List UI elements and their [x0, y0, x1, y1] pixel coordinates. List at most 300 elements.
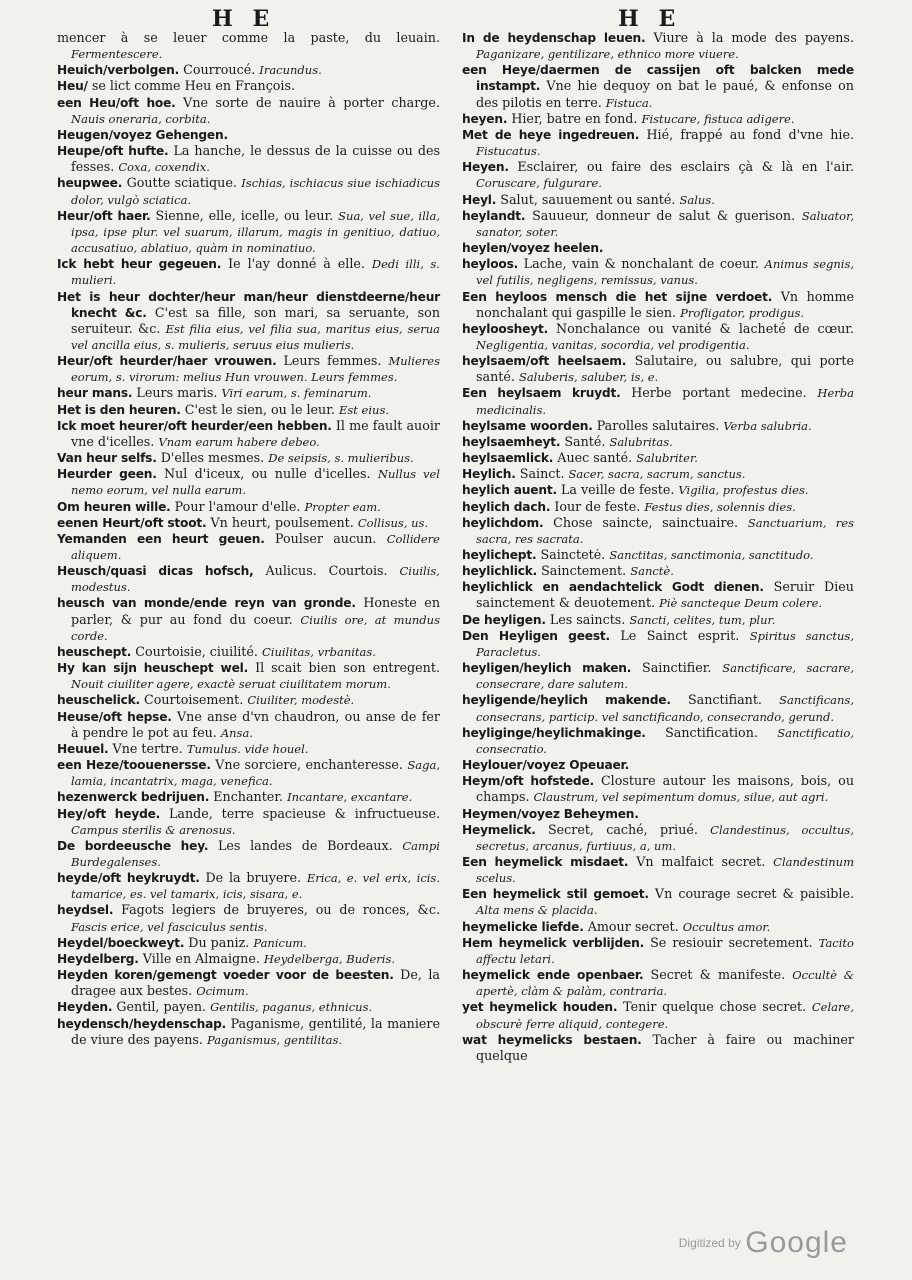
- dictionary-entry: [57, 515, 440, 531]
- entry-headword: Heuse/oft hepse.: [57, 709, 172, 724]
- entry-headword: heylichlick.: [462, 564, 538, 579]
- dictionary-entry: [462, 692, 854, 724]
- entry-headword: Heusch/quasi dicas hofsch,: [57, 564, 254, 579]
- entry-latin-gloss: Sanctificare, sacrare, consecrare, dare salutem.: [476, 661, 854, 692]
- entry-french-gloss: Vn heurt, poulsement.: [210, 514, 354, 530]
- entry-latin-gloss: Saga, lamia, incantatrix, maga, venefica.: [71, 758, 440, 789]
- entry-headword: heyligende/heylich makende.: [462, 693, 671, 708]
- entry-latin-gloss: Festus dies, solennis dies.: [644, 499, 796, 514]
- entry-headword: Heym/oft hofstede.: [462, 774, 594, 789]
- dictionary-entry: [462, 450, 854, 466]
- entry-headword: Een heymelick misdaet.: [462, 854, 629, 869]
- dictionary-entry: [462, 854, 854, 886]
- entry-headword: Heylich.: [462, 467, 516, 482]
- entry-french-gloss: Sanctification.: [665, 724, 758, 740]
- entry-headword: Heur/oft heurder/haer vrouwen.: [57, 354, 277, 369]
- entry-french-gloss: Vne sorciere, enchanteresse.: [215, 757, 403, 773]
- entry-french-gloss: Seruir Dieu sainctement & deuotement.: [476, 579, 854, 611]
- dictionary-entry: [57, 353, 440, 385]
- entry-french-gloss: Nul d'iceux, ou nulle d'icelles.: [164, 466, 371, 482]
- dictionary-entry: [462, 563, 854, 579]
- entry-headword: heylsaemlick.: [462, 451, 554, 466]
- entry-french-gloss: C'est sa fille, son mari, sa seruante, son seruiteur. &c.: [71, 304, 440, 336]
- entry-latin-gloss: Celare, obscurè ferre aliquid, contegere.: [476, 1000, 854, 1031]
- dictionary-entry: [57, 531, 440, 563]
- entry-french-gloss: mencer à se leuer comme la paste, du leuain.: [57, 30, 440, 45]
- entry-french-gloss: Salutaire, ou salubre, qui porte santé.: [476, 353, 854, 385]
- dictionary-entry: [57, 870, 440, 902]
- entry-latin-gloss: Salubriter.: [636, 451, 698, 466]
- entry-latin-gloss: Salubritas.: [609, 434, 673, 449]
- entry-latin-gloss: Negligentia, vanitas, socordia, vel prodigentia.: [476, 337, 750, 352]
- dictionary-entry: [57, 143, 440, 175]
- entry-french-gloss: se lict comme Heu en François.: [91, 78, 296, 94]
- entry-headword: heylich auent.: [462, 483, 557, 498]
- dictionary-entry: [57, 78, 440, 94]
- dictionary-entry: [462, 353, 854, 385]
- entry-headword: heylsaem/oft heelsaem.: [462, 354, 627, 369]
- entry-french-gloss: Iour de feste.: [554, 498, 641, 514]
- entry-french-gloss: Les saincts.: [549, 611, 626, 627]
- entry-latin-gloss: Gentilis, paganus, ethnicus.: [210, 1000, 373, 1015]
- entry-french-gloss: Vn courage secret & paisible.: [654, 886, 854, 902]
- dictionary-entry: [57, 30, 440, 62]
- entry-latin-gloss: Ciuiliter, modestè.: [247, 693, 355, 708]
- entry-latin-gloss: Piè sancteque Deum colere.: [659, 596, 823, 611]
- entry-french-gloss: Courtoisie, ciuilité.: [135, 643, 258, 659]
- entry-latin-gloss: Ciuilis, modestus.: [71, 564, 440, 595]
- entry-french-gloss: Parolles salutaires.: [596, 417, 720, 433]
- entry-latin-gloss: Collisus, us.: [357, 515, 429, 530]
- entry-headword: Om heuren wille.: [57, 499, 171, 514]
- entry-headword: heymelick ende openbaer.: [462, 968, 644, 983]
- dictionary-entry: [57, 499, 440, 515]
- dictionary-entry: [57, 595, 440, 643]
- entry-headword: Heyden.: [57, 1000, 113, 1015]
- dictionary-entry: [462, 967, 854, 999]
- dictionary-entry: [57, 999, 440, 1015]
- entry-headword: heylandt.: [462, 208, 526, 223]
- entry-headword: heymelicke liefde.: [462, 919, 584, 934]
- entry-latin-gloss: Mulieres eorum, s. virorum: melius Hun vrouwen. Leurs femmes.: [71, 354, 440, 385]
- dictionary-entry: [462, 482, 854, 498]
- entry-french-gloss: D'elles mesmes.: [160, 450, 265, 466]
- entry-headword: Heur/oft haer.: [57, 208, 151, 223]
- dictionary-entry: [462, 111, 854, 127]
- entry-headword: een Heye/daermen de cassijen oft balcken mede instampt.: [462, 63, 854, 94]
- entry-latin-gloss: Ciuilitas, vrbanitas.: [262, 644, 376, 659]
- entry-latin-gloss: Occultus amor.: [682, 919, 771, 934]
- entry-headword: hezenwerck bedrijuen.: [57, 790, 210, 805]
- entry-latin-gloss: Sanctè.: [630, 564, 674, 579]
- entry-latin-gloss: Iracundus.: [259, 63, 322, 78]
- entry-latin-gloss: Sanctuarium, res sacra, res sacrata.: [476, 515, 854, 546]
- entry-french-gloss: Hié, frappé au fond d'vne hie.: [646, 126, 854, 142]
- entry-french-gloss: Chose saincte, sainctuaire.: [553, 514, 739, 530]
- entry-latin-gloss: Ciuilis ore, at mundus corde.: [71, 612, 440, 643]
- dictionary-entry: [462, 62, 854, 110]
- entry-latin-gloss: Vigilia, profestus dies.: [678, 483, 809, 498]
- entry-latin-gloss: Ischias, ischiacus siue ischiadicus dolor, vulgò sciatica.: [71, 176, 440, 207]
- entry-french-gloss: Gentil, payen.: [116, 999, 207, 1015]
- dictionary-entry: [57, 806, 440, 838]
- dictionary-entry: [462, 321, 854, 353]
- entry-headword: Een heylsaem kruydt.: [462, 386, 621, 401]
- entry-headword: heyligen/heylich maken.: [462, 661, 632, 676]
- dictionary-entry: [57, 385, 440, 401]
- entry-headword: Heyen.: [462, 160, 509, 175]
- entry-french-gloss: Ie l'ay donné à elle.: [228, 256, 365, 272]
- entry-latin-gloss: Campi Burdegalenses.: [71, 838, 440, 869]
- entry-latin-gloss: Est filia eius, vel filia sua, maritus eius, serua vel ancilla eius, s. mulieris, seruus eius mulieris.: [71, 321, 440, 352]
- dictionary-entry: [57, 95, 440, 127]
- entry-headword: Heymelick.: [462, 822, 536, 837]
- entry-french-gloss: Il me fault auoir vne d'icelles.: [71, 417, 440, 449]
- entry-french-gloss: Leurs maris.: [136, 385, 218, 401]
- entry-french-gloss: Hier, batre en fond.: [511, 110, 638, 126]
- entry-headword: Heyl.: [462, 192, 497, 207]
- entry-french-gloss: Courtoisement.: [144, 692, 244, 708]
- entry-french-gloss: Secret, caché, priué.: [547, 821, 698, 837]
- entry-latin-gloss: Sanctitas, sanctimonia, sanctitudo.: [609, 548, 814, 562]
- entry-headword: heylsame woorden.: [462, 418, 593, 433]
- entry-french-gloss: Sainctetė.: [540, 547, 606, 562]
- entry-headword: Van heur selfs.: [57, 451, 157, 466]
- entry-headword: Heu/: [57, 79, 88, 94]
- entry-french-gloss: Ville en Almaigne.: [142, 950, 260, 966]
- entry-latin-gloss: Tumulus. vide houel.: [186, 741, 309, 756]
- entry-french-gloss: Se resiouir secretement.: [650, 934, 813, 950]
- entry-french-gloss: Amour secret.: [587, 918, 679, 934]
- dictionary-entry: [462, 773, 854, 805]
- dictionary-entry: [462, 628, 854, 660]
- entry-headword: Heydelberg.: [57, 951, 139, 966]
- dictionary-entry: [57, 1016, 440, 1048]
- entry-latin-gloss: Saluberis, saluber, is, e.: [518, 370, 659, 385]
- dictionary-entry: [462, 385, 854, 417]
- entry-french-gloss: De la bruyere.: [205, 870, 302, 886]
- entry-latin-gloss: Tacito affectu letari.: [476, 935, 854, 966]
- dictionary-entry: [462, 208, 854, 240]
- dictionary-entry: [57, 208, 440, 256]
- entry-latin-gloss: Salus.: [679, 192, 715, 207]
- entry-latin-gloss: Animus segnis, vel futilis, negligens, remissus, vanus.: [476, 257, 854, 288]
- entry-latin-gloss: Spiritus sanctus, Paracletus.: [476, 628, 854, 659]
- entry-french-gloss: Goutte sciatique.: [126, 175, 237, 191]
- entry-french-gloss: Pour l'amour d'elle.: [174, 498, 301, 514]
- dictionary-entry: [57, 466, 440, 498]
- watermark-prefix: Digitized by: [678, 1236, 741, 1250]
- dictionary-entry: [57, 789, 440, 805]
- entry-latin-gloss: Profligator, prodigus.: [680, 305, 805, 320]
- entry-latin-gloss: Nouit ciuiliter agere, exactè seruat ciuilitatem morum.: [71, 677, 391, 692]
- entry-headword: eenen Heurt/oft stoot.: [57, 515, 207, 530]
- entry-headword: yet heymelick houden.: [462, 1000, 618, 1015]
- entry-headword: Het is den heuren.: [57, 402, 181, 417]
- digitized-by-google-watermark: [679, 1226, 848, 1260]
- entry-headword: Heylouer/voyez Opeuaer.: [462, 758, 630, 773]
- entry-french-gloss: Du paniz.: [188, 934, 250, 950]
- entry-latin-gloss: Paganizare, gentilizare, ethnico more viuere.: [476, 47, 739, 62]
- dictionary-entry: [57, 289, 440, 354]
- dictionary-entry: [462, 999, 854, 1031]
- entry-french-gloss: Aulicus. Courtois.: [265, 563, 388, 579]
- entry-latin-gloss: Clandestinum scelus.: [476, 854, 854, 886]
- left-column: [57, 30, 440, 1048]
- entry-latin-gloss: Nauis oneraria, corbita.: [71, 111, 211, 126]
- entry-french-gloss: Fagots legiers de bruyeres, ou de ronces, &c.: [121, 902, 440, 918]
- dictionary-entry: [462, 886, 854, 918]
- entry-french-gloss: Vn homme nonchalant qui gaspille le sien.: [476, 288, 854, 320]
- dictionary-entry: [57, 692, 440, 708]
- entry-headword: heylsaemheyt.: [462, 434, 561, 449]
- dictionary-entry: [462, 806, 854, 822]
- dictionary-entry: [462, 822, 854, 854]
- entry-latin-gloss: Coruscare, fulgurare.: [476, 176, 602, 191]
- entry-french-gloss: Il scait bien son entregent.: [255, 660, 440, 676]
- entry-latin-gloss: Heydelberga, Buderis.: [263, 951, 396, 966]
- entry-latin-gloss: Propter eam.: [304, 499, 381, 514]
- entry-latin-gloss: Sanctificatio, consecratio.: [476, 725, 854, 756]
- entry-latin-gloss: Fistucatus.: [476, 144, 541, 159]
- watermark-brand: Google: [745, 1226, 848, 1259]
- entry-french-gloss: Les landes de Bordeaux.: [217, 837, 393, 853]
- dictionary-entry: [462, 256, 854, 288]
- dictionary-entry: [57, 644, 440, 660]
- entry-french-gloss: Lande, terre spacieuse & infructueuse.: [168, 805, 441, 821]
- entry-headword: heyloos.: [462, 257, 519, 272]
- entry-latin-gloss: Coxa, coxendix.: [118, 160, 210, 175]
- entry-french-gloss: Sienne, elle, icelle, ou leur.: [155, 207, 334, 223]
- dictionary-entry: [57, 402, 440, 418]
- entry-headword: Ick moet heurer/oft heurder/een hebben.: [57, 418, 332, 433]
- entry-headword: heuschelick.: [57, 693, 140, 708]
- entry-headword: De heyligen.: [462, 612, 546, 627]
- entry-headword: heyliginge/heylichmakinge.: [462, 725, 646, 740]
- dictionary-entry: [462, 919, 854, 935]
- entry-headword: Heydel/boeckweyt.: [57, 935, 185, 950]
- entry-headword: Heyden koren/gemengt voeder voor de beesten.: [57, 968, 394, 983]
- dictionary-entry: [57, 175, 440, 207]
- entry-french-gloss: Vn malfaict secret.: [636, 853, 766, 869]
- entry-french-gloss: Tacher à faire ou machiner quelque: [476, 1031, 854, 1063]
- dictionary-entry: [462, 725, 854, 757]
- entry-latin-gloss: Incantare, excantare.: [287, 790, 413, 805]
- dictionary-entry: [462, 192, 854, 208]
- entry-headword: heyen.: [462, 111, 508, 126]
- entry-headword: heylichlick en aendachtelick Godt dienen.: [462, 580, 764, 595]
- entry-french-gloss: Secret & manifeste.: [650, 967, 786, 983]
- entry-latin-gloss: Campus sterilis & arenosus.: [71, 822, 236, 837]
- entry-headword: Een heymelick stil gemoet.: [462, 887, 649, 902]
- entry-latin-gloss: Saluator, sanator, soter.: [476, 208, 854, 239]
- entry-french-gloss: Herbe portant medecine.: [631, 385, 807, 401]
- dictionary-entry: [462, 547, 854, 563]
- entry-headword: Heuich/verbolgen.: [57, 63, 180, 78]
- entry-headword: Heuuel.: [57, 741, 109, 756]
- entry-headword: wat heymelicks bestaen.: [462, 1032, 642, 1047]
- entry-french-gloss: De, la dragee aux bestes.: [71, 967, 440, 999]
- entry-headword: Een heyloos mensch die het sijne verdoet.: [462, 289, 773, 304]
- entry-french-gloss: Viure à la mode des payens.: [653, 30, 854, 45]
- dictionary-entry: [462, 499, 854, 515]
- entry-headword: De bordeeusche hey.: [57, 838, 209, 853]
- entry-headword: Hem heymelick verblijden.: [462, 935, 645, 950]
- dictionary-entry: [462, 30, 854, 62]
- entry-french-gloss: Closture autour les maisons, bois, ou champs.: [476, 773, 854, 805]
- entry-latin-gloss: Fascis erice, vel fasciculus sentis.: [71, 919, 268, 934]
- dictionary-entry: [462, 579, 854, 611]
- entry-french-gloss: Vne hie dequoy on bat le paué, & enfonse on des pilotis en terre.: [476, 78, 854, 110]
- dictionary-entry: [462, 515, 854, 547]
- entry-headword: Yemanden een heurt geuen.: [57, 531, 265, 546]
- dictionary-entry: [57, 838, 440, 870]
- entry-headword: heyloosheyt.: [462, 321, 549, 336]
- dictionary-entry: [462, 289, 854, 321]
- dictionary-entry: [57, 127, 440, 143]
- dictionary-entry: [57, 902, 440, 934]
- entry-french-gloss: Sainct.: [519, 466, 565, 482]
- entry-headword: heusch van monde/ende reyn van gronde.: [57, 596, 356, 611]
- entry-french-gloss: Vne anse d'vn chaudron, ou anse de fer à pendre le pot au feu.: [71, 708, 440, 740]
- entry-french-gloss: C'est le sien, ou le leur.: [184, 401, 335, 417]
- entry-latin-gloss: Ansa.: [220, 725, 253, 740]
- dictionary-entry: [462, 434, 854, 450]
- entry-headword: Met de heye ingedreuen.: [462, 127, 640, 142]
- dictionary-entry: [462, 418, 854, 434]
- entry-french-gloss: La hanche, le dessus de la cuisse ou des fesses.: [71, 143, 440, 175]
- entry-latin-gloss: Sancti, celites, tum, plur.: [629, 612, 776, 627]
- entry-french-gloss: Sainctement.: [541, 563, 627, 579]
- entry-headword: Heurder geen.: [57, 467, 157, 482]
- dictionary-entry: [462, 127, 854, 159]
- entry-headword: een Heu/oft hoe.: [57, 95, 176, 110]
- entry-headword: heylichept.: [462, 548, 537, 562]
- dictionary-entry: [57, 450, 440, 466]
- entry-headword: heupwee.: [57, 176, 123, 191]
- entry-french-gloss: Leurs femmes.: [283, 353, 382, 369]
- dictionary-entry: [462, 1032, 854, 1064]
- entry-french-gloss: Honeste en parler, & pur au fond du coeur.: [71, 595, 440, 627]
- entry-headword: Den Heyligen geest.: [462, 628, 610, 643]
- entry-headword: Heupe/oft hufte.: [57, 144, 169, 159]
- entry-latin-gloss: De seipsis, s. mulieribus.: [268, 451, 414, 466]
- entry-headword: heyde/oft heykruydt.: [57, 871, 200, 886]
- entry-french-gloss: Auec santé.: [557, 450, 633, 466]
- entry-latin-gloss: Fistucare, fistuca adigere.: [641, 111, 795, 126]
- entry-latin-gloss: Verba salubria.: [723, 418, 812, 433]
- entry-french-gloss: Poulser aucun.: [274, 530, 377, 546]
- entry-french-gloss: Tenir quelque chose secret.: [623, 999, 807, 1015]
- entry-headword: heydensch/heydenschap.: [57, 1016, 227, 1031]
- entry-french-gloss: Sauueur, donneur de salut & guerison.: [532, 207, 796, 223]
- entry-french-gloss: Santé.: [564, 433, 606, 449]
- dictionary-entry: [57, 418, 440, 450]
- entry-headword: Hey/oft heyde.: [57, 806, 161, 821]
- entry-french-gloss: Esclairer, ou faire des esclairs çà & là en l'air.: [517, 159, 854, 175]
- entry-latin-gloss: Fermentescere.: [71, 47, 163, 62]
- entry-headword: heur mans.: [57, 386, 133, 401]
- entry-headword: Heymen/voyez Beheymen.: [462, 806, 639, 821]
- entry-latin-gloss: Paganismus, gentilitas.: [206, 1032, 343, 1047]
- entry-headword: heylichdom.: [462, 515, 544, 530]
- entry-french-gloss: Paganisme, gentilité, la maniere de viure des payens.: [71, 1015, 440, 1047]
- entry-headword: heydsel.: [57, 903, 114, 918]
- entry-latin-gloss: Occultè & apertè, clàm & palàm, contraria.: [476, 968, 854, 999]
- header-right: H E: [618, 6, 682, 32]
- dictionary-entry: [57, 563, 440, 595]
- entry-latin-gloss: Sua, vel sue, illa, ipsa, ipse plur. vel suarum, illarum, magis in genitiuo, datiuo, accusatiuo, ablatiuo, quàm in nominatiuo.: [71, 208, 440, 256]
- entry-headword: heylen/voyez heelen.: [462, 241, 604, 256]
- entry-french-gloss: Lache, vain & nonchalant de coeur.: [523, 256, 759, 272]
- entry-headword: Het is heur dochter/heur man/heur dienstdeerne/heur knecht &c.: [57, 289, 440, 320]
- dictionary-entry: [462, 660, 854, 692]
- entry-french-gloss: Le Sainct esprit.: [620, 627, 740, 643]
- entry-latin-gloss: Sanctificans, consecrans, particip. vel sanctificando, consecrando, gerund.: [476, 693, 854, 724]
- entry-french-gloss: Vne sorte de nauire à porter charge.: [183, 94, 440, 110]
- entry-latin-gloss: Herba medicinalis.: [476, 386, 854, 417]
- entry-latin-gloss: Clandestinus, occultus, secretus, arcanus, furtiuus, a, um.: [476, 822, 854, 853]
- dictionary-entry: [57, 256, 440, 288]
- entry-latin-gloss: Sacer, sacra, sacrum, sanctus.: [568, 467, 746, 482]
- entry-french-gloss: Vne tertre.: [112, 740, 183, 756]
- dictionary-entry: [462, 159, 854, 191]
- right-column: [462, 30, 854, 1064]
- dictionary-entry: [57, 709, 440, 741]
- entry-latin-gloss: Alta mens & placida.: [476, 903, 598, 918]
- entry-latin-gloss: Ocimum.: [196, 984, 249, 999]
- entry-french-gloss: La veille de feste.: [560, 482, 675, 498]
- entry-latin-gloss: Erica, e. vel erix, icis. tamarice, es. vel tamarix, icis, sisara, e.: [71, 871, 440, 902]
- dictionary-entry: [57, 62, 440, 78]
- dictionary-entry: [57, 935, 440, 951]
- header-left: H E: [212, 6, 276, 32]
- dictionary-entry: [57, 967, 440, 999]
- dictionary-entry: [462, 466, 854, 482]
- dictionary-entry: [462, 240, 854, 256]
- entry-headword: heylich dach.: [462, 499, 551, 514]
- entry-french-gloss: Sainctifier.: [642, 660, 712, 676]
- entry-latin-gloss: Panicum.: [253, 935, 307, 950]
- entry-latin-gloss: Viri earum, s. feminarum.: [221, 386, 372, 401]
- entry-headword: heuschept.: [57, 644, 132, 659]
- dictionary-entry: [57, 741, 440, 757]
- entry-latin-gloss: Nullus vel nemo eorum, vel nulla earum.: [71, 467, 440, 498]
- entry-latin-gloss: Collidere aliquem.: [71, 531, 440, 562]
- entry-french-gloss: Salut, sauuement ou santé.: [500, 191, 676, 207]
- dictionary-entry: [57, 757, 440, 789]
- dictionary-entry: [462, 612, 854, 628]
- entry-latin-gloss: Claustrum, vel sepimentum domus, silue, aut agri.: [533, 790, 829, 805]
- entry-latin-gloss: Vnam earum habere debeo.: [158, 434, 320, 449]
- dictionary-entry: [57, 951, 440, 967]
- entry-headword: Ick hebt heur gegeuen.: [57, 257, 222, 272]
- entry-french-gloss: Enchanter.: [213, 789, 284, 805]
- entry-french-gloss: Sanctifiant.: [687, 692, 762, 708]
- entry-headword: In de heydenschap leuen.: [462, 31, 646, 45]
- entry-latin-gloss: Fistuca.: [605, 95, 653, 110]
- dictionary-entry: [462, 757, 854, 773]
- entry-latin-gloss: Est eius.: [338, 402, 390, 417]
- dictionary-entry: [57, 660, 440, 692]
- dictionary-entry: [462, 935, 854, 967]
- entry-latin-gloss: Dedi illi, s. mulieri.: [71, 257, 440, 288]
- entry-french-gloss: Courroucé.: [183, 62, 256, 78]
- entry-headword: Heugen/voyez Gehengen.: [57, 127, 228, 142]
- entry-french-gloss: Nonchalance ou vanité & lacheté de cœur.: [556, 320, 854, 336]
- entry-headword: Hy kan sijn heuschept wel.: [57, 661, 249, 676]
- entry-headword: een Heze/toouenersse.: [57, 758, 211, 773]
